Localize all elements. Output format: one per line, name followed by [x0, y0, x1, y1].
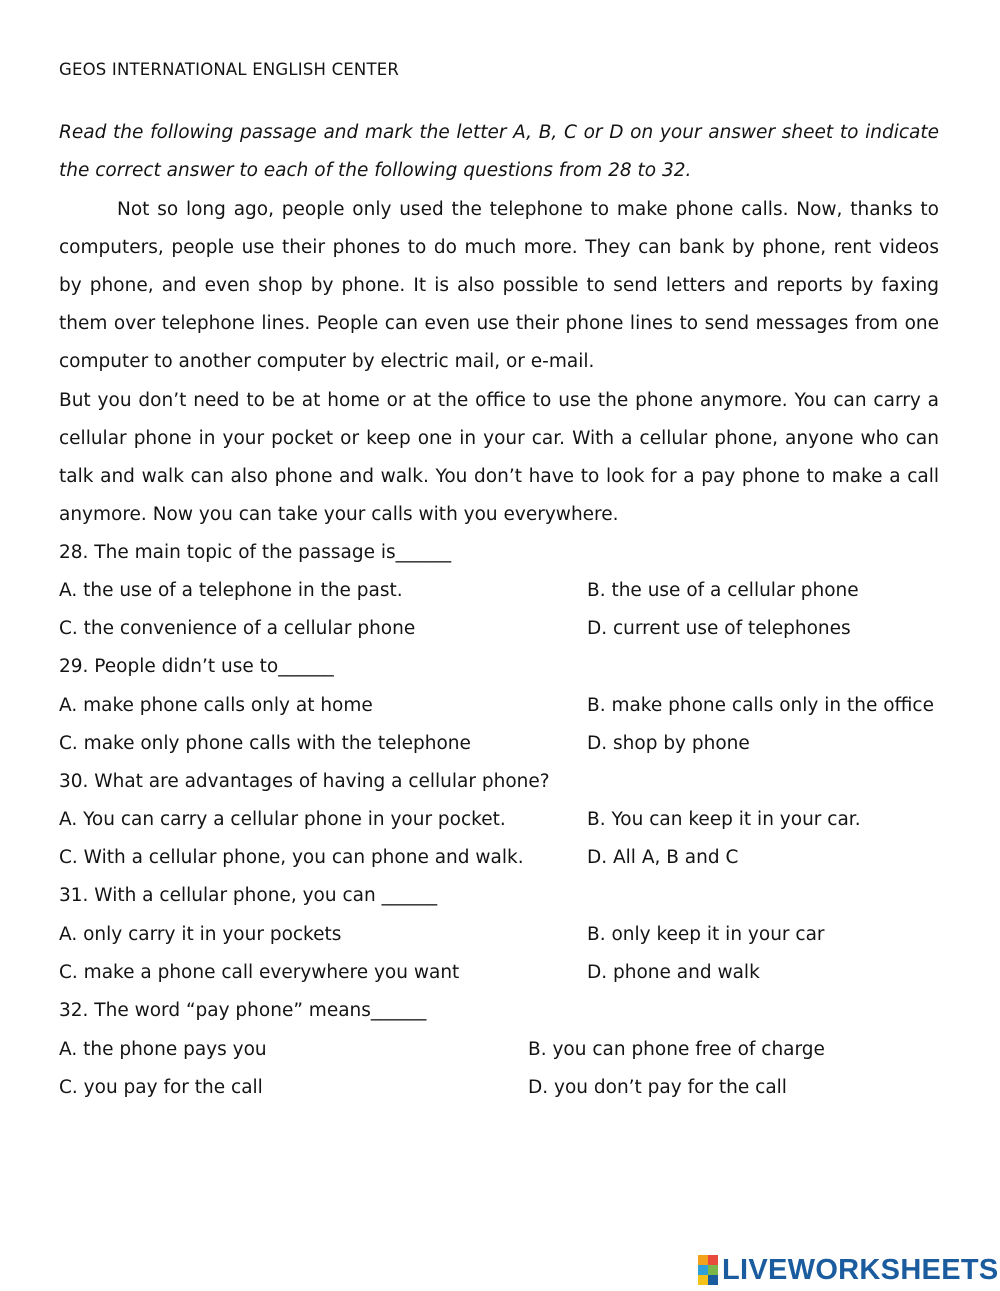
logo-block-1 [698, 1255, 708, 1265]
logo-block-5 [698, 1275, 708, 1285]
question-32-option-a: A. the phone pays you [59, 1039, 267, 1060]
question-28-option-c: C. the convenience of a cellular phone [59, 618, 416, 639]
question-30-option-d: D. All A, B and C [587, 847, 739, 868]
logo-block-3 [698, 1265, 708, 1275]
question-28-option-d: D. current use of telephones [587, 618, 851, 639]
question-31-option-c: C. make a phone call everywhere you want [59, 962, 460, 983]
question-30-option-a: A. You can carry a cellular phone in your pocket. [59, 809, 506, 830]
logo-block-6 [708, 1275, 718, 1285]
logo-block-4 [708, 1265, 718, 1275]
question-31-option-a: A. only carry it in your pockets [59, 924, 342, 945]
question-28-option-a: A. the use of a telephone in the past. [59, 580, 403, 601]
question-29-option-b: B. make phone calls only in the office [587, 695, 934, 716]
question-32-option-b: B. you can phone free of charge [528, 1039, 825, 1060]
passage-paragraph-1: Not so long ago, people only used the telephone to make phone calls. Now, thanks to computers, people use their phones to do much more. They can bank by phone, rent videos by phone, and even shop by phone. It is also possible to send letters and reports by faxing them over telephone lines. People can even use their phone lines to send messages from one computer to another computer by electric mail, or e-mail. [59, 199, 939, 372]
question-32-option-d: D. you don’t pay for the call [528, 1077, 787, 1098]
question-31-option-b: B. only keep it in your car [587, 924, 825, 945]
logo-text: LIVEWORKSHEETS [722, 1253, 999, 1286]
question-31-stem: 31. With a cellular phone, you can ______ [59, 885, 438, 906]
question-29-option-d: D. shop by phone [587, 733, 750, 754]
question-29-stem: 29. People didn’t use to______ [59, 656, 334, 677]
question-32-stem: 32. The word “pay phone” means______ [59, 1000, 427, 1021]
question-28-option-b: B. the use of a cellular phone [587, 580, 859, 601]
question-32-option-c: C. you pay for the call [59, 1077, 263, 1098]
liveworksheets-logo-icon [698, 1255, 718, 1285]
passage-paragraph-2: But you don’t need to be at home or at the office to use the phone anymore. You can carry a cellular phone in your pocket or keep one in your car. With a cellular phone, anyone who can talk and walk can also phone and walk. You don’t have to look for a pay phone to make a call anymore. Now you can take your calls with you everywhere. [59, 390, 939, 525]
question-29-option-c: C. make only phone calls with the telephone [59, 733, 471, 754]
question-29-option-a: A. make phone calls only at home [59, 695, 373, 716]
question-28-stem: 28. The main topic of the passage is______ [59, 542, 452, 563]
question-31-option-d: D. phone and walk [587, 962, 760, 983]
logo-block-2 [708, 1255, 718, 1265]
question-30-stem: 30. What are advantages of having a cellular phone? [59, 771, 550, 792]
instruction-text: Read the following passage and mark the letter A, B, C or D on your answer sheet to indicate the correct answer to each of the following questions from 28 to 32. [59, 122, 939, 181]
liveworksheets-logo [698, 1250, 999, 1290]
question-30-option-c: C. With a cellular phone, you can phone and walk. [59, 847, 524, 868]
header-title: GEOS INTERNATIONAL ENGLISH CENTER [59, 60, 400, 79]
question-30-option-b: B. You can keep it in your car. [587, 809, 861, 830]
